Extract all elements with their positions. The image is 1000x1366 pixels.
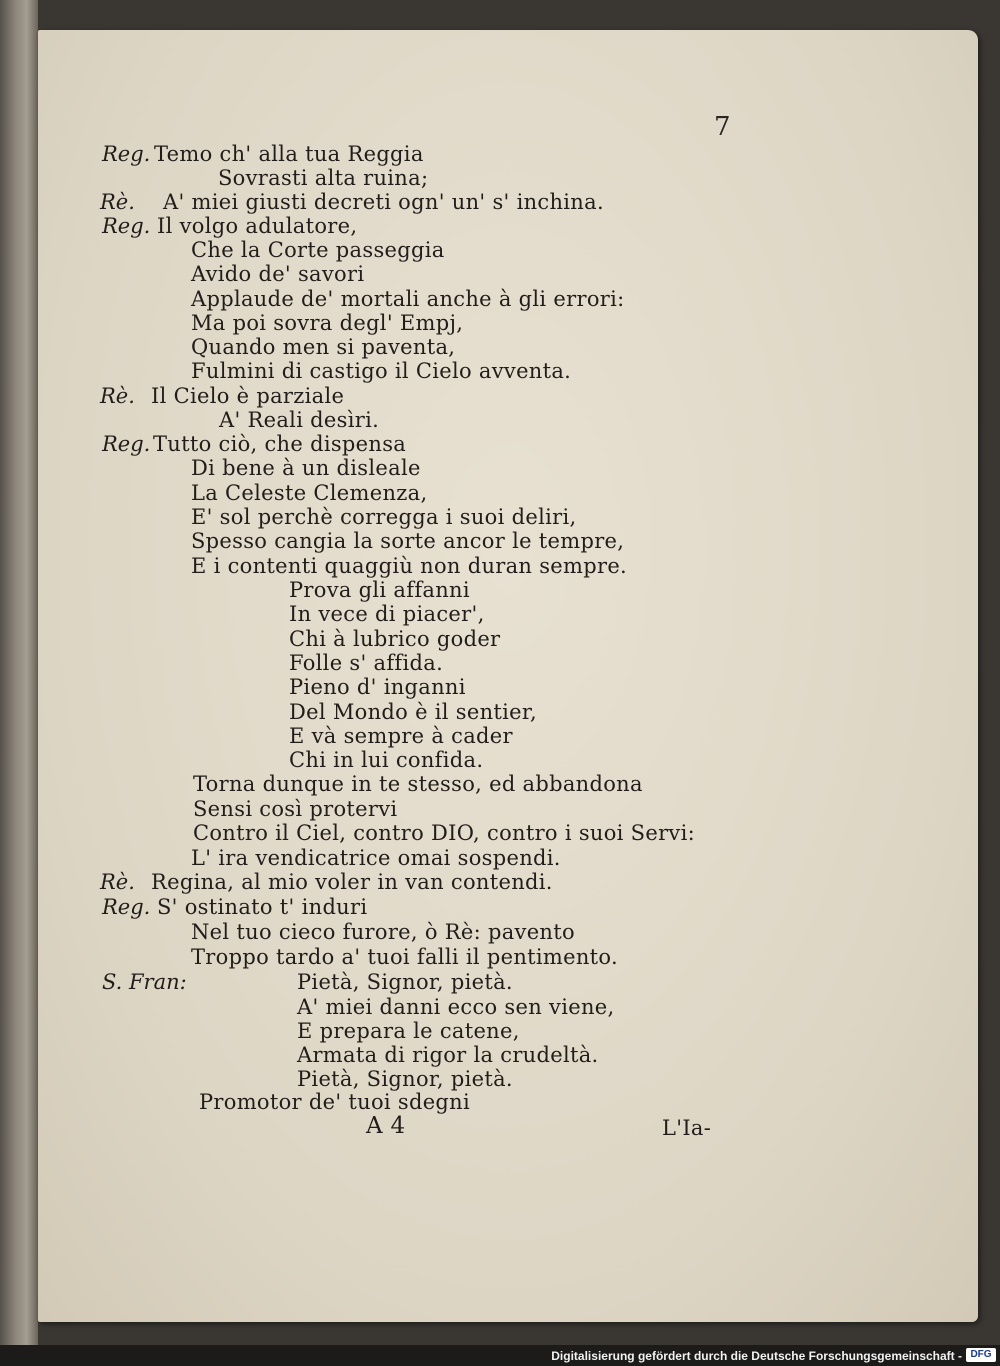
- verse-line: Troppo tardo a' tuoi falli il pentimento.: [191, 945, 618, 969]
- verse-line: Prova gli affanni: [289, 578, 470, 602]
- verse-line: Chi in lui confida.: [289, 748, 484, 772]
- verse-line: Pietà, Signor, pietà.: [297, 970, 513, 994]
- speaker-label: Rè.: [100, 190, 135, 214]
- verse-line: Sovrasti alta ruina;: [218, 166, 429, 190]
- verse-line: Promotor de' tuoi sdegni: [199, 1090, 471, 1114]
- verse-line: E' sol perchè corregga i suoi deliri,: [191, 505, 577, 529]
- verse-line: Temo ch' alla tua Reggia: [154, 142, 424, 166]
- page-number: 7: [714, 112, 731, 142]
- verse-line: E i contenti quaggiù non duran sempre.: [191, 554, 628, 578]
- verse-line: Il Cielo è parziale: [151, 384, 345, 408]
- speaker-label: Rè.: [100, 870, 135, 894]
- verse-line: Di bene à un disleale: [191, 456, 421, 480]
- speaker-label: Rè.: [100, 384, 135, 408]
- verse-line: Applaude de' mortali anche à gli errori:: [191, 287, 625, 311]
- verse-line: Nel tuo cieco furore, ò Rè: pavento: [191, 920, 575, 944]
- verse-line: Regina, al mio voler in van contendi.: [151, 870, 553, 894]
- verse-line: Pieno d' inganni: [289, 675, 466, 699]
- verse-line: In vece di piacer',: [289, 602, 485, 626]
- verse-line: Il volgo adulatore,: [157, 214, 358, 238]
- speaker-label: Reg.: [102, 214, 151, 238]
- speaker-label: Reg.: [102, 895, 151, 919]
- catchword: L'Ia-: [662, 1116, 712, 1140]
- verse-line: L' ira vendicatrice omai sospendi.: [191, 846, 561, 870]
- speaker-label: Reg.: [102, 142, 151, 166]
- verse-line: Sensi così protervi: [193, 797, 398, 821]
- verse-line: Torna dunque in te stesso, ed abbandona: [193, 772, 643, 796]
- verse-line: Del Mondo è il sentier,: [289, 700, 537, 724]
- verse-line: E và sempre à cader: [289, 724, 513, 748]
- verse-line: E prepara le catene,: [297, 1019, 520, 1043]
- verse-line: A' Reali desìri.: [219, 408, 380, 432]
- verse-line: S' ostinato t' induri: [157, 895, 368, 919]
- verse-line: Ma poi sovra degl' Empj,: [191, 311, 464, 335]
- dfg-logo: DFG: [966, 1348, 996, 1362]
- verse-line: La Celeste Clemenza,: [191, 481, 428, 505]
- verse-line: Folle s' affida.: [289, 651, 444, 675]
- speaker-label: Reg.: [102, 432, 151, 456]
- verse-line: Armata di rigor la crudeltà.: [297, 1043, 599, 1067]
- verse-line: Che la Corte passeggia: [191, 238, 445, 262]
- verse-line: Chi à lubrico goder: [289, 627, 501, 651]
- footer-credit: Digitalisierung gefördert durch die Deutsche Forschungsgemeinschaft -: [551, 1349, 962, 1363]
- speaker-label: S. Fran:: [102, 970, 187, 994]
- verse-line: Quando men si paventa,: [191, 335, 456, 359]
- previous-page-edge: [0, 0, 38, 1345]
- verse-line: A' miei danni ecco sen viene,: [297, 995, 615, 1019]
- verse-line: Avido de' savori: [191, 262, 365, 286]
- verse-line: Spesso cangia la sorte ancor le tempre,: [191, 529, 625, 553]
- verse-line: Tutto ciò, che dispensa: [153, 432, 407, 456]
- verse-line: Pietà, Signor, pietà.: [297, 1067, 513, 1091]
- signature-mark: A 4: [366, 1113, 406, 1139]
- verse-line: Fulmini di castigo il Cielo avventa.: [191, 359, 572, 383]
- verse-line: Contro il Ciel, contro DIO, contro i suoi Servi:: [193, 821, 695, 845]
- verse-line: A' miei giusti decreti ogn' un' s' inchina.: [163, 190, 604, 214]
